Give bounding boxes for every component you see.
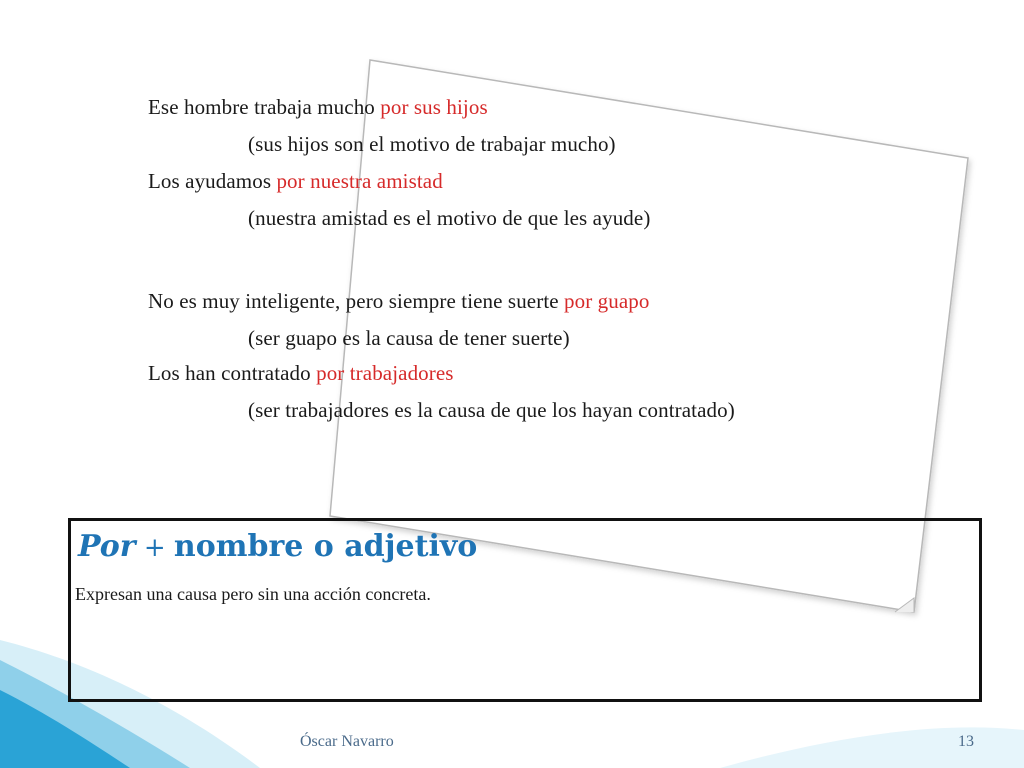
example-3-prefix: No es muy inteligente, pero siempre tiene suerte <box>148 289 565 313</box>
example-1-explanation: (sus hijos son el motivo de trabajar mucho) <box>248 132 616 156</box>
example-2-highlight: por nuestra amistad <box>276 169 443 193</box>
example-3-explanation: (ser guapo es la causa de tener suerte) <box>248 326 570 350</box>
rule-title-plus: + <box>135 533 174 563</box>
rule-title-rest: nombre o adjetivo <box>173 529 478 564</box>
rule-box-description: Expresan una causa pero sin una acción concreta. <box>75 584 431 604</box>
rule-title-por: Por <box>78 529 136 564</box>
example-2-sentence <box>148 169 443 194</box>
example-2-prefix: Los ayudamos <box>148 169 277 193</box>
rule-box-title <box>78 529 477 564</box>
example-3-sentence <box>148 289 650 314</box>
page-number: 13 <box>958 733 974 750</box>
example-4-highlight: por trabajadores <box>316 361 454 385</box>
example-2-explanation: (nuestra amistad es el motivo de que les ayude) <box>248 206 651 230</box>
example-3-highlight: por guapo <box>564 289 650 313</box>
example-4-sentence <box>148 361 454 386</box>
rule-box <box>68 518 982 702</box>
example-1-sentence <box>148 95 488 120</box>
example-4-prefix: Los han contratado <box>148 361 317 385</box>
example-1-prefix: Ese hombre trabaja mucho <box>148 95 381 119</box>
example-4-explanation: (ser trabajadores es la causa de que los hayan contratado) <box>248 398 735 422</box>
footer-author: Óscar Navarro <box>300 733 394 750</box>
example-1-highlight: por sus hijos <box>380 95 488 119</box>
